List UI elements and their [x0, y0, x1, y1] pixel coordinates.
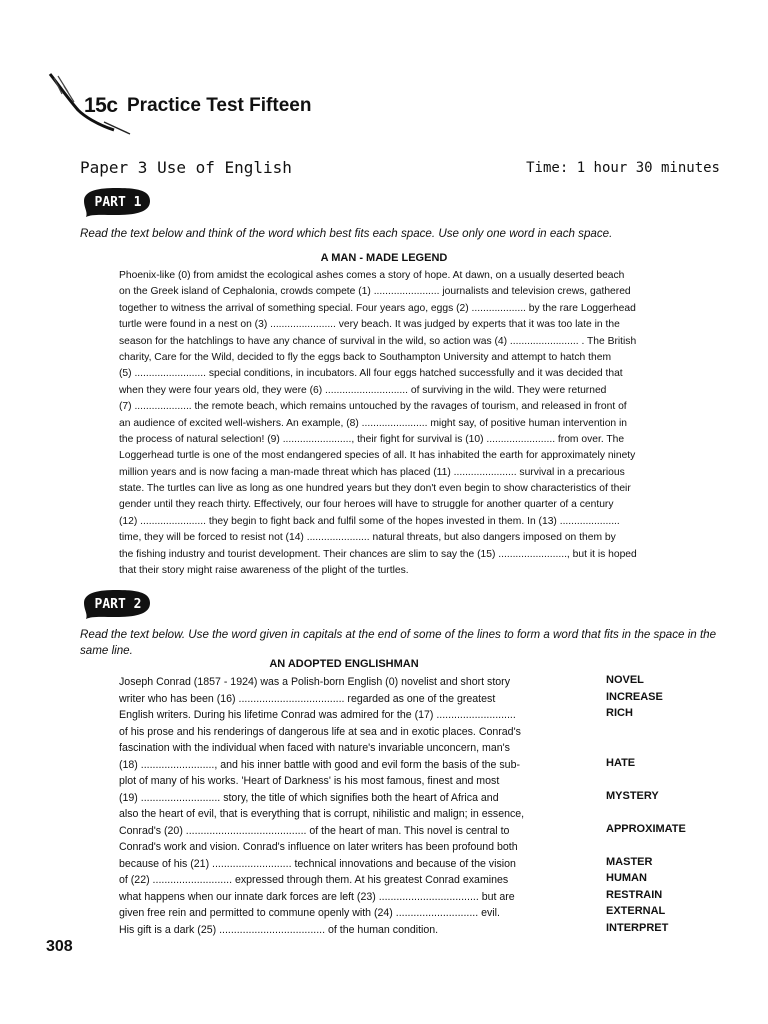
part-1-line: the fishing industry and tourist development. Their chances are slim to say the (15) ........................, but it is hoped	[119, 548, 637, 560]
part-1-line: (7) .................... the remote beach, which remains untouched by the ravages of tourism, and released in front of	[119, 401, 627, 413]
part-2-title: AN ADOPTED ENGLISHMAN	[269, 658, 419, 670]
part-2-line: (19) ........................... story, the title of which signifies both the heart of Africa and	[119, 791, 499, 804]
unit-number: 15c	[84, 94, 118, 117]
part-1-line: time, they will be forced to resist not (14) ...................... natural threats, but also dangers imposed on them by	[119, 532, 616, 544]
keyword: INCREASE	[606, 690, 663, 703]
page-number: 308	[46, 938, 73, 955]
part-2-text	[119, 674, 599, 938]
keyword: EXTERNAL	[606, 905, 666, 917]
part-2-line: Conrad's (20) ......................................... of the heart of man. This novel is central to	[119, 824, 510, 837]
keyword: MYSTERY	[606, 789, 659, 802]
part-1-line: when they were four years old, they were (6) ............................. of surviving in the wild. They were returned	[119, 384, 607, 396]
part-1-text	[119, 268, 723, 579]
part-2-line: of his prose and his renderings of dangerous life at sea and in exotic places. Conrad's	[119, 725, 521, 738]
part-1-badge	[80, 186, 153, 217]
part-1-line: an audience of excited well-wishers. An example, (8) ....................... might say, of positive human intervention in	[119, 417, 628, 429]
part-2-instructions: Read the text below. Use the word given in capitals at the end of some of the lines to form a word that fits in the space in the same line.	[80, 628, 717, 657]
time-allowed: Time: 1 hour 30 minutes	[526, 160, 720, 176]
part-1-line: gender until they reach thirty. Effectively, our four heroes will have to struggle for another quarter of a century	[119, 499, 614, 511]
part-2-line: His gift is a dark (25) .................................... of the human condition.	[119, 923, 439, 936]
keyword: INTERPRET	[606, 921, 669, 934]
keyword: NOVEL	[606, 674, 644, 686]
part-1-title: A MAN - MADE LEGEND	[320, 252, 448, 264]
svg-text:PART 2: PART 2	[94, 597, 142, 612]
part-1-line: state. The turtles can live as long as one hundred years but they don't even begin to show characteristics of their	[119, 483, 631, 495]
part-2-line: of (22) ........................... expressed through them. At his greatest Conrad examines	[119, 874, 509, 886]
part-2-line: fascination with the individual when faced with nature's invariable unconcern, man's	[119, 742, 510, 754]
part-1-instructions: Read the text below and think of the word which best fits each space. Use only one word in each space.	[80, 227, 613, 240]
paper-title: Paper 3 Use of English	[80, 158, 292, 177]
part-1-line: on the Greek island of Cephalonia, crowds compete (1) ....................... journalists and television crews, gathered	[119, 286, 631, 298]
part-2-line: writer who has been (16) .................................... regarded as one of the greatest	[119, 692, 496, 705]
part-1-line: the process of natural selection! (9) ........................, their fight for survival is (10) ........................ from over. The	[119, 433, 625, 445]
part-1-line: turtle were found in a nest on (3) ....................... very beach. It was judged by experts that it was too late in the	[119, 319, 620, 331]
part-1-line: Loggerhead turtle is one of the most endangered species of all. It has inhabited the earth for approximately ninety	[119, 450, 636, 462]
svg-text:PART 1: PART 1	[94, 195, 142, 210]
part-2-line: because of his (21) ........................... technical innovations and because of the vision	[119, 857, 516, 870]
part-1-line: season for the hatchlings to have any chance of survival in the wild, so action was (4) ........................ . The British	[119, 335, 637, 347]
keyword: HUMAN	[606, 872, 647, 884]
part-1-line: million years and is now facing a man-made threat which has placed (11) ...................... survival in a precarious	[119, 466, 625, 478]
part-1-line: charity, Care for the Wild, decided to fly the eggs back to Southampton University and attempt to hatch them	[119, 351, 612, 363]
part-2-line: (18) ........................., and his inner battle with good and evil form the basis of the sub-	[119, 758, 520, 771]
page-title: Practice Test Fifteen	[127, 95, 312, 116]
keyword: HATE	[606, 756, 636, 769]
part-1-line: together to witness the arrival of something special. Four years ago, eggs (2) ................... by the rare Loggerhead	[119, 302, 636, 314]
part-2-badge	[80, 588, 153, 619]
part-2-line: English writers. During his lifetime Conrad was admired for the (17) ...........................	[119, 709, 516, 721]
part-2-line: Conrad's work and vision. Conrad's influence on later writers has been profound both	[119, 841, 518, 853]
part-2-line: given free rein and permitted to commune openly with (24) ............................ evil.	[119, 907, 500, 919]
keyword: RICH	[606, 707, 633, 719]
part-2-line: plot of many of his works. 'Heart of Darkness' is his most famous, finest and most	[119, 775, 500, 787]
part-2-line: Joseph Conrad (1857 - 1924) was a Polish-born English (0) novelist and short story	[119, 676, 510, 688]
keyword: APPROXIMATE	[606, 822, 686, 835]
part-1-line: Phoenix-like (0) from amidst the ecological ashes comes a story of hope. At dawn, on a usually deserted beach	[119, 270, 625, 281]
keyword: RESTRAIN	[606, 888, 663, 901]
part-1-line: (5) ......................... special conditions, in incubators. All four eggs hatched successfully and it was decided that	[119, 368, 623, 380]
part-1-line: that their story might raise awareness of the plight of the turtles.	[119, 565, 409, 577]
part-2-line: what happens when our innate dark forces are left (23) .................................. but are	[119, 890, 515, 903]
keyword: MASTER	[606, 855, 653, 868]
part-1-line: (12) ....................... they begin to fight back and fulfil some of the hopes invested in them. In (13) .....................	[119, 515, 620, 527]
part-2-line: also the heart of evil, that is everything that is corrupt, nihilistic and malign; in essence,	[119, 808, 525, 820]
